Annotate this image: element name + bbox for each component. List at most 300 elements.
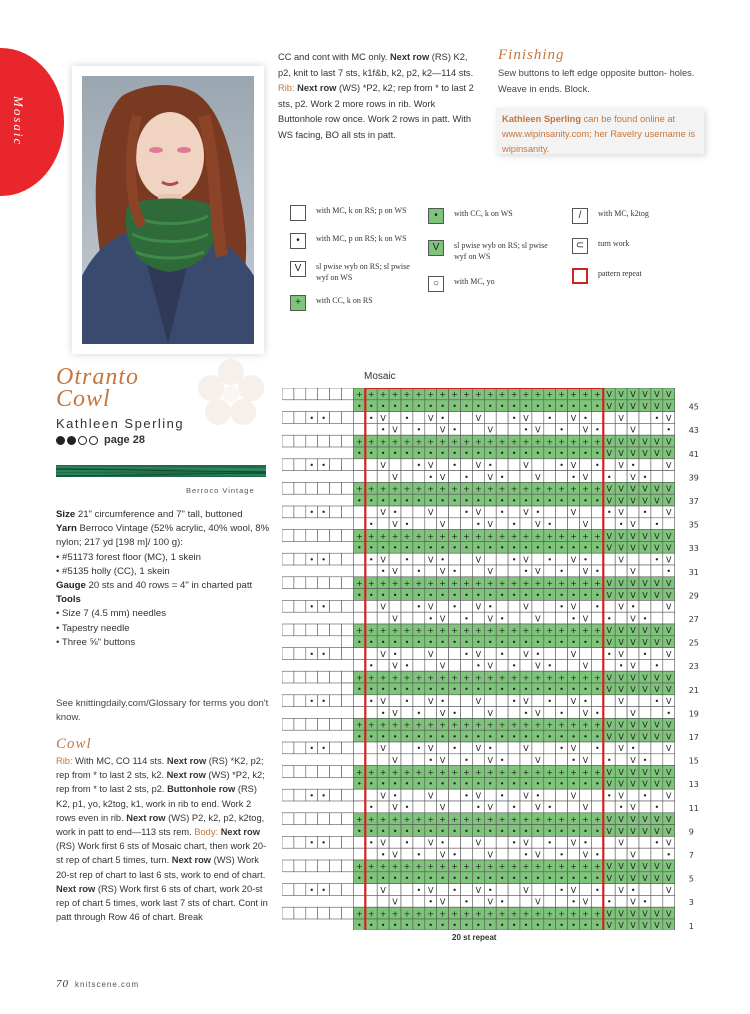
chart-cell xyxy=(461,565,473,577)
chart-symbol: + xyxy=(427,484,435,494)
chart-symbol: • xyxy=(535,649,541,659)
chart-symbol: • xyxy=(321,602,327,612)
chart-cell xyxy=(496,707,508,719)
chart-symbol: V xyxy=(618,402,624,411)
chart-symbol: + xyxy=(593,484,601,494)
chart-symbol: • xyxy=(452,425,457,435)
chart-cell xyxy=(282,836,294,848)
chart-symbol: + xyxy=(439,720,447,730)
chart-symbol: + xyxy=(510,390,518,400)
chart-symbol: • xyxy=(380,567,386,577)
chart-symbol: • xyxy=(487,543,493,553)
chart-symbol: V xyxy=(654,437,660,447)
chart-cell xyxy=(603,565,615,577)
chart-cell xyxy=(377,659,389,671)
chart-symbol: V xyxy=(392,472,398,482)
chart-symbol: • xyxy=(356,732,362,742)
chart-symbol: V xyxy=(487,803,493,813)
chart-symbol: + xyxy=(463,720,470,730)
chart-symbol: • xyxy=(666,850,672,860)
chart-symbol: V xyxy=(439,661,446,671)
chart-cell xyxy=(627,836,639,848)
chart-symbol: + xyxy=(486,579,494,588)
chart-symbol: • xyxy=(368,697,374,706)
chart-symbol: • xyxy=(642,897,648,907)
chart-symbol: V xyxy=(380,555,386,565)
chart-symbol: • xyxy=(356,921,362,930)
chart-cell xyxy=(330,860,342,872)
repeat-label: 20 st repeat xyxy=(452,933,497,942)
chart-symbol: • xyxy=(511,838,517,848)
chart-cell xyxy=(282,459,294,471)
chart-cell xyxy=(342,553,354,565)
chart-symbol: + xyxy=(558,720,566,730)
chart-cell xyxy=(508,884,520,896)
chart-symbol: V xyxy=(523,461,529,470)
chart-symbol: V xyxy=(666,862,672,872)
chart-cell xyxy=(461,659,473,671)
chart-cell xyxy=(413,659,425,671)
chart-cell xyxy=(556,553,568,565)
chart-symbol: V xyxy=(523,649,529,659)
chart-cell xyxy=(568,565,580,577)
chart-symbol: • xyxy=(594,402,600,411)
chart-symbol: V xyxy=(618,555,624,565)
chart-symbol: + xyxy=(474,390,482,400)
chart-symbol: • xyxy=(416,590,422,600)
chart-cell xyxy=(353,695,365,707)
chart-symbol: • xyxy=(368,402,374,411)
chart-cell xyxy=(342,459,354,471)
chart-cell xyxy=(568,707,580,719)
chart-symbol: V xyxy=(606,590,612,600)
chart-symbol: V xyxy=(606,626,612,636)
chart-cell xyxy=(651,848,663,860)
chart-symbol: • xyxy=(368,838,374,848)
chart-symbol: • xyxy=(368,638,374,647)
chart-symbol: + xyxy=(379,531,387,541)
chart-symbol: + xyxy=(534,531,542,541)
chart-symbol: + xyxy=(439,862,447,872)
chart-symbol: • xyxy=(499,791,505,801)
key-item: pattern repeat xyxy=(572,268,702,284)
chart-symbol: • xyxy=(428,614,434,624)
chart-cell xyxy=(413,412,425,424)
chart-symbol: V xyxy=(642,815,648,824)
chart-symbol: • xyxy=(523,779,529,789)
chart-symbol: • xyxy=(606,897,612,907)
chart-cell xyxy=(651,459,663,471)
chart-cell xyxy=(663,895,675,907)
chart-symbol: • xyxy=(321,649,327,659)
chart-cell xyxy=(639,600,651,612)
chart-cell xyxy=(603,848,615,860)
chart-symbol: • xyxy=(583,555,588,565)
chart-symbol: • xyxy=(559,685,565,695)
chart-symbol: + xyxy=(415,909,423,919)
chart-cell xyxy=(532,553,544,565)
chart-symbol: • xyxy=(452,602,457,612)
chart-symbol: • xyxy=(523,638,529,647)
chart-symbol: + xyxy=(510,673,518,683)
chart-cell xyxy=(342,718,354,730)
chart-cell xyxy=(342,624,354,636)
chart-symbol: • xyxy=(416,885,422,895)
chart-cell xyxy=(615,612,627,624)
chart-cell xyxy=(472,895,484,907)
chart-symbol: • xyxy=(416,708,422,718)
chart-cell xyxy=(556,836,568,848)
chart-symbol: + xyxy=(558,390,566,400)
chart-symbol: V xyxy=(666,744,672,754)
chart-symbol: + xyxy=(582,673,589,683)
chart-cell xyxy=(568,659,580,671)
chart-cell xyxy=(294,600,306,612)
chart-symbol: V xyxy=(535,850,541,860)
chart-symbol: • xyxy=(356,685,362,695)
chart-cell xyxy=(449,553,461,565)
chart-symbol: V xyxy=(666,437,672,447)
chart-symbol: V xyxy=(618,461,624,470)
chart-cell xyxy=(389,412,401,424)
chart-symbol: V xyxy=(654,815,660,824)
chart-symbol: • xyxy=(404,449,410,459)
chart-cell xyxy=(282,553,294,565)
chart-cell xyxy=(353,789,365,801)
chart-cell xyxy=(330,530,342,542)
chart-cell xyxy=(318,860,330,872)
chart-symbol: • xyxy=(559,449,565,459)
chart-symbol: • xyxy=(321,508,327,518)
chart-cell xyxy=(651,789,663,801)
chart-cell xyxy=(365,648,377,660)
chart-symbol: + xyxy=(355,909,363,919)
chart-symbol: • xyxy=(440,543,446,553)
chart-symbol: • xyxy=(452,885,457,895)
chart-symbol: • xyxy=(571,449,576,459)
chart-cell xyxy=(639,695,651,707)
chart-symbol: V xyxy=(666,767,672,777)
chart-cell xyxy=(413,506,425,518)
chart-symbol: V xyxy=(380,413,386,423)
chart-symbol: • xyxy=(666,708,672,718)
chart-symbol: • xyxy=(464,496,469,506)
chart-symbol: V xyxy=(630,449,636,459)
chart-symbol: V xyxy=(487,850,493,860)
chart-symbol: + xyxy=(546,673,554,683)
chart-symbol: V xyxy=(606,921,612,930)
chart-cell xyxy=(508,742,520,754)
chart-symbol: + xyxy=(427,437,435,447)
chart-cell xyxy=(496,848,508,860)
chart-symbol: V xyxy=(475,508,482,518)
chart-cell xyxy=(282,482,294,494)
chart-cell xyxy=(449,659,461,671)
chart-symbol: • xyxy=(487,744,493,754)
chart-symbol: V xyxy=(666,413,672,423)
chart-symbol: V xyxy=(654,921,660,930)
chart-symbol: • xyxy=(440,921,446,930)
chart-symbol: V xyxy=(428,461,434,470)
chart-symbol: + xyxy=(451,815,458,824)
chart-cell xyxy=(330,742,342,754)
chart-symbol: • xyxy=(559,744,565,754)
chart-symbol: • xyxy=(594,567,600,577)
chart-cell xyxy=(282,600,294,612)
k2tog-symbol-icon: / xyxy=(572,208,588,224)
chart-cell xyxy=(472,565,484,577)
chart-cell xyxy=(651,423,663,435)
chart-cell xyxy=(306,718,318,730)
chart-symbol: • xyxy=(642,791,648,801)
chart-cell xyxy=(591,695,603,707)
chart-symbol: • xyxy=(321,697,327,706)
chart-cell xyxy=(580,459,592,471)
chart-symbol: • xyxy=(440,402,446,411)
chart-symbol: + xyxy=(439,673,447,683)
chart-symbol: V xyxy=(618,779,624,789)
chart-symbol: V xyxy=(654,543,660,553)
chart-symbol: + xyxy=(510,579,518,588)
chart-symbol: V xyxy=(666,685,672,695)
chart-symbol: + xyxy=(463,767,470,777)
chart-symbol: • xyxy=(452,638,457,647)
key-item: + with CC, k on RS xyxy=(290,295,420,311)
chart-symbol: • xyxy=(368,555,374,565)
chart-symbol: V xyxy=(666,508,672,518)
chart-symbol: + xyxy=(427,720,435,730)
chart-symbol: + xyxy=(379,767,387,777)
chart-symbol: • xyxy=(380,425,386,435)
key-item: with MC, k on RS; p on WS xyxy=(290,205,420,221)
chart-symbol: • xyxy=(523,685,529,695)
chart-symbol: • xyxy=(487,461,493,470)
chart-symbol: + xyxy=(379,626,387,636)
chart-symbol: + xyxy=(451,626,458,636)
chart-row-number: 9 xyxy=(688,827,694,837)
chart-symbol: V xyxy=(523,791,529,801)
cowl-heading: Cowl xyxy=(56,736,92,752)
designer-name: Kathleen Sperling xyxy=(56,416,185,431)
chart-symbol: • xyxy=(499,897,505,907)
chart-symbol: • xyxy=(416,685,422,695)
chart-symbol: + xyxy=(367,720,375,730)
chart-cell xyxy=(294,742,306,754)
chart-symbol: + xyxy=(534,673,542,683)
chart-symbol: • xyxy=(464,614,469,624)
chart-symbol: V xyxy=(618,590,624,600)
chart-row-number: 1 xyxy=(688,921,694,930)
chart-cell xyxy=(282,412,294,424)
chart-symbol: V xyxy=(666,555,672,565)
chart-symbol: V xyxy=(666,673,672,683)
chart-symbol: + xyxy=(367,437,375,447)
chart-symbol: • xyxy=(440,732,446,742)
chart-cell xyxy=(365,423,377,435)
chart-cell xyxy=(318,624,330,636)
chart-symbol: + xyxy=(391,626,399,636)
designer-bio: Kathleen Sperling can be found online at www.wipinsanity.com; her Ravelry username is wipinsanity. xyxy=(496,108,704,154)
chart-cell xyxy=(282,813,294,825)
chart-symbol: • xyxy=(654,413,660,423)
chart-symbol: • xyxy=(499,508,505,518)
difficulty-dot-empty xyxy=(78,436,87,445)
chart-symbol: + xyxy=(486,815,494,824)
chart-symbol: • xyxy=(511,685,517,695)
chart-symbol: • xyxy=(499,496,505,506)
chart-symbol: • xyxy=(571,779,576,789)
chart-symbol: • xyxy=(523,921,529,930)
chart-symbol: • xyxy=(368,449,374,459)
chart-symbol: • xyxy=(535,590,541,600)
chart-symbol: V xyxy=(535,756,541,765)
chart-cell xyxy=(389,695,401,707)
chart-symbol: + xyxy=(403,815,411,824)
chart-cell xyxy=(353,423,365,435)
chart-cell xyxy=(544,459,556,471)
chart-cell xyxy=(401,471,413,483)
chart-symbol: • xyxy=(452,850,457,860)
chart-symbol: + xyxy=(570,862,577,872)
chart-symbol: • xyxy=(511,496,517,506)
chart-symbol: • xyxy=(404,543,410,553)
chart-symbol: + xyxy=(403,720,411,730)
chart-symbol: • xyxy=(380,402,386,411)
chart-symbol: • xyxy=(523,732,529,742)
chart-symbol: V xyxy=(439,897,446,907)
chart-symbol: + xyxy=(534,390,542,400)
chart-symbol: + xyxy=(391,390,399,400)
chart-symbol: + xyxy=(415,720,423,730)
chart-symbol: + xyxy=(582,390,589,400)
chart-cell xyxy=(294,766,306,778)
chart-symbol: • xyxy=(594,885,600,895)
chart-symbol: • xyxy=(559,885,565,895)
chart-symbol: • xyxy=(499,472,505,482)
chart-symbol: • xyxy=(440,638,446,647)
chart-symbol: • xyxy=(499,614,505,624)
chart-cell xyxy=(294,530,306,542)
chart-symbol: • xyxy=(547,496,553,506)
chart-symbol: + xyxy=(498,579,506,588)
chart-symbol: V xyxy=(535,472,541,482)
chart-symbol: • xyxy=(535,638,541,647)
chart-cell xyxy=(389,459,401,471)
chart-symbol: V xyxy=(535,708,541,718)
chart-symbol: V xyxy=(380,697,386,706)
chart-row-number: 7 xyxy=(688,851,694,860)
chart-cell xyxy=(353,459,365,471)
chart-symbol: V xyxy=(666,815,672,824)
chart-symbol: + xyxy=(522,909,530,919)
chart-symbol: + xyxy=(415,579,423,588)
chart-symbol: • xyxy=(642,508,648,518)
chart-symbol: • xyxy=(642,756,648,765)
chart-symbol: V xyxy=(475,791,482,801)
chart-symbol: • xyxy=(380,496,386,506)
chart-symbol: V xyxy=(535,661,541,671)
chart-cell xyxy=(663,518,675,530)
chart-symbol: V xyxy=(570,697,577,706)
chart-cell xyxy=(449,895,461,907)
chart-symbol: • xyxy=(428,685,434,695)
chart-symbol: • xyxy=(547,838,553,848)
chart-symbol: V xyxy=(618,732,624,742)
chart-cell xyxy=(294,435,306,447)
chart-symbol: • xyxy=(571,614,576,624)
chart-title: Mosaic xyxy=(364,371,396,382)
chart-symbol: + xyxy=(570,484,577,494)
chart-symbol: + xyxy=(593,909,601,919)
chart-cell xyxy=(330,907,342,919)
chart-symbol: • xyxy=(547,520,553,529)
chart-symbol: + xyxy=(522,437,530,447)
chart-symbol: • xyxy=(547,661,553,671)
chart-cell xyxy=(294,648,306,660)
chart-symbol: • xyxy=(475,921,481,930)
chart-symbol: V xyxy=(475,885,482,895)
chart-cell xyxy=(353,471,365,483)
chart-symbol: • xyxy=(416,449,422,459)
chart-symbol: + xyxy=(439,767,447,777)
chart-symbol: V xyxy=(630,484,636,494)
chart-cell xyxy=(461,600,473,612)
chart-symbol: + xyxy=(451,484,458,494)
chart-cell xyxy=(413,801,425,813)
chart-symbol: V xyxy=(606,862,612,872)
chart-symbol: V xyxy=(666,602,672,612)
chart-row-number: 37 xyxy=(688,497,699,506)
chart-symbol: V xyxy=(392,520,398,529)
chart-cell xyxy=(461,742,473,754)
chart-symbol: • xyxy=(499,543,505,553)
key-item: ⊂ turn work xyxy=(572,238,702,254)
chart-symbol: • xyxy=(321,838,327,848)
chart-symbol: • xyxy=(487,885,493,895)
chart-symbol: + xyxy=(391,673,399,683)
chart-symbol: V xyxy=(654,685,660,695)
chart-cell xyxy=(461,459,473,471)
chart-cell xyxy=(282,718,294,730)
chart-symbol: • xyxy=(440,413,446,423)
chart-symbol: V xyxy=(582,661,589,671)
chart-symbol: • xyxy=(535,496,541,506)
chart-symbol: • xyxy=(464,449,469,459)
chart-symbol: • xyxy=(499,590,505,600)
chart-symbol: + xyxy=(474,909,482,919)
chart-symbol: • xyxy=(618,803,624,813)
chart-symbol: • xyxy=(547,921,553,930)
chart-cell xyxy=(603,423,615,435)
chart-symbol: • xyxy=(321,461,327,470)
chart-symbol: • xyxy=(642,649,648,659)
chart-symbol: V xyxy=(392,661,398,671)
chart-symbol: V xyxy=(630,614,636,624)
chart-symbol: V xyxy=(654,909,660,919)
chart-symbol: + xyxy=(474,720,482,730)
chart-symbol: V xyxy=(606,732,612,742)
chart-symbol: V xyxy=(606,638,612,647)
chart-symbol: V xyxy=(630,732,636,742)
chart-cell xyxy=(377,801,389,813)
chart-cell xyxy=(615,754,627,766)
chart-symbol: • xyxy=(559,567,565,577)
chart-cell xyxy=(556,695,568,707)
chart-symbol: + xyxy=(593,531,601,541)
chart-symbol: • xyxy=(594,708,600,718)
chart-symbol: V xyxy=(428,744,434,754)
chart-cell xyxy=(318,530,330,542)
